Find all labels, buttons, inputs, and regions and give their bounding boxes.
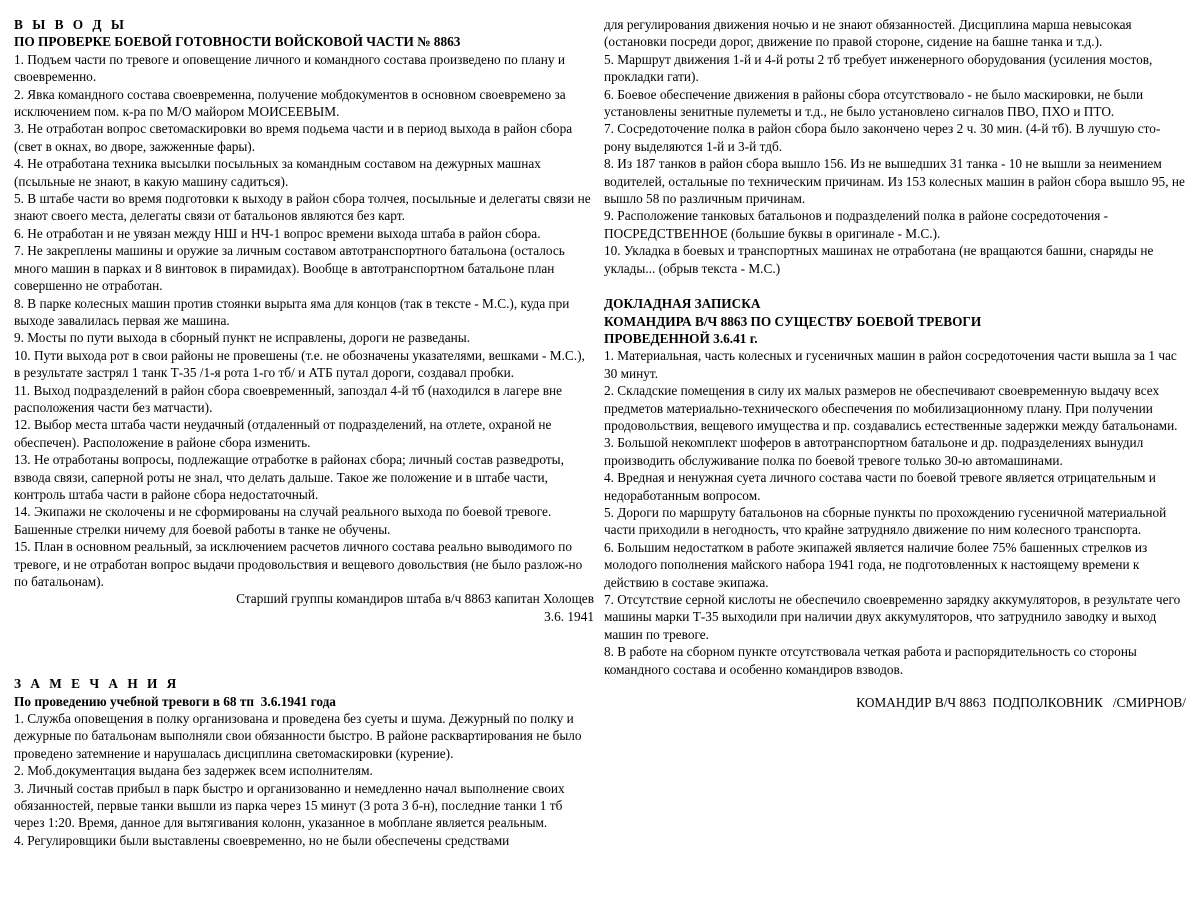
list-item: 5. Дороги по маршруту батальонов на сборные пункты по прохождению гусеничной материальной части приходили в негодность, что крайне затрудняло движение по ним колесного транспорта. [604, 504, 1167, 538]
list-item: 14. Экипажи не сколочены и не сформированы на случай реального выхода по боевой тревоге. Башенные стрелки ничему для боевой работы в танке не обучены. [14, 504, 552, 537]
vyvody-list [14, 51, 594, 591]
right-column [604, 16, 1186, 711]
list-item: 1. Подъем части по тревоге и оповещение личного и командного состава произведено по плану и своевременно. [14, 51, 565, 85]
list-item: 2. Складские помещения в силу их малых размеров не обеспечивают своевременную выдачу всех предметов материально-технического обеспечения по мобилизационному плану. При получении продовольствия, вещевого имущества и пр. создавались естественные задержки между батальонами. [604, 383, 1178, 433]
commander-signature: КОМАНДИР В/Ч 8863 ПОДПОЛКОВНИК /СМИРНОВ/ [856, 695, 1186, 711]
list-item: 11. Выход подразделений в район сбора своевременный, запоздал 4-й тб (находился в лагере вне расположения части без матчасти). [14, 382, 563, 415]
list-item: 9. Мосты по пути выхода в сборный пункт не исправлены, дороги не разведаны. [14, 330, 471, 346]
list-item: для регулирования движения ночью и не знают обязанностей. Дисциплина марша невысокая (остановки посреди дорог, движение по правой стороне, сидение на башне танка и т.д.). [604, 17, 1132, 50]
list-item: 7. Не закреплены машины и оружие за личным составом автотранспортного батальона (осталось много машин в парках и 8 винтовок в пирамидах). Вообще в автотранспортном батальоне план совершенно не отработан. [14, 243, 565, 294]
list-item: 2. Явка командного состава своевременна, получение мобдокументов в основном своевремено за исключением пом. к-ра по М/О майором МОИСЕЕВЫМ. [14, 86, 566, 120]
list-item: 5. В штабе части во время подготовки к выходу в район сбора толчея, посыльные и делегаты связи не знают своего места, делегаты связи от батальонов являются без карт. [14, 191, 591, 224]
list-item: 13. Не отработаны вопросы, подлежащие отработке в районах сбора; личный состав разведроты, взвода связи, саперной роты не знал, что делать дальше. Такое же положение и в штабе части, контроль штаба части в районе сбора недостаточный. [14, 452, 564, 502]
list-item: 12. Выбор места штаба части неудачный (отдаленный от подразделений, на отлете, охраной не обеспечен). Расположение в районе сбора изменить. [14, 417, 552, 450]
list-item: 2. Моб.документация выдана без задержек всем исполнителям. [14, 763, 373, 779]
list-item: 6. Не отработан и не увязан между НШ и НЧ-1 вопрос времени выхода штаба в район сбора. [14, 225, 541, 241]
zapiska-title-2: КОМАНДИРА В/Ч 8863 ПО СУЩЕСТВУ БОЕВОЙ ТРЕВОГИ [604, 313, 982, 329]
vyvody-signature: Старший группы командиров штаба в/ч 8863 капитан Холощев [236, 591, 594, 607]
zapiska-title-3: ПРОВЕДЕННОЙ 3.6.41 г. [604, 330, 758, 346]
list-item: 15. План в основном реальный, за исключением расчетов личного состава реально выводимого по тревоге, и не отработан вопрос выдачи продовольствия и вещевого довольствия (не было разлож-но по батальонам). [14, 539, 583, 589]
list-item: 3. Большой некомплект шоферов в автотранспортном батальоне и др. подразделениях вынудил производить обслуживание полка по боевой тревоге только 30-ю автомашинами. [604, 435, 1144, 468]
vyvody-subtitle: ПО ПРОВЕРКЕ БОЕВОЙ ГОТОВНОСТИ ВОЙСКОВОЙ ЧАСТИ № 8863 [14, 34, 461, 50]
list-item: 3. Личный состав прибыл в парк быстро и организованно и немедленно начал выполнение своих обязанностей, первые танки вышли из парка через 15 минут (3 рота 3 б-н), последние танки 1 тб через 1:20. Время, данное для вытягивания колонн, указанное в мобплане является реальным. [14, 780, 565, 831]
list-item: 1. Материальная, часть колесных и гусеничных машин в район сосредоточения части вышла за 1 час 30 минут. [604, 348, 1177, 381]
zapiska-list [604, 347, 1186, 678]
list-item: 3. Не отработан вопрос светомаскировки во время подьема части и в период выхода в район сбора (свет в окнах, во дворе, зажженные фары). [14, 121, 573, 154]
vyvody-title: В Ы В О Д Ы [14, 17, 127, 32]
list-item: 5. Маршрут движения 1-й и 4-й роты 2 тб требует инженерного оборудования (усиления мостов, прокладки гати). [604, 51, 1153, 85]
continuation-list [604, 16, 1186, 277]
list-item: 7. Сосредоточение полка в район сбора было закончено через 2 ч. 30 мин. (4-й тб). В лучшую сто-рону выделяются 1-й и 3-й тдб. [604, 121, 1161, 154]
list-item: 4. Вредная и ненужная суета личного состава части по боевой тревоге является отрицательным и недоработанным вопросом. [604, 470, 1156, 503]
list-item: 4. Не отработана техника высылки посыльных за командным составом на дежурных машнах (псыльные не знают, в какую машину садиться). [14, 156, 541, 189]
zapiska-title-1: ДОКЛАДНАЯ ЗАПИСКА [604, 296, 761, 312]
list-item: 10. Укладка в боевых и транспортных машинах не отработана (не вращаются башни, снаряды не уклады... (обрыв текста - М.С.) [604, 243, 1154, 276]
vyvody-date: 3.6. 1941 [544, 608, 594, 624]
list-item: 8. В парке колесных машин против стоянки вырыта яма для концов (так в тексте - М.С.), куда при выходе завалилась первая же машина. [14, 295, 570, 328]
list-item: 1. Служба оповещения в полку организована и проведена без суеты и шума. Дежурный по полку и дежурные по батальонам выполняли свои обязанности быстро. В районе расквартирования не было проведено затемнение и нарушалась дисциплина светомаскировки (курение). [14, 711, 582, 761]
left-column [14, 16, 594, 849]
zamechaniya-list [14, 710, 594, 849]
list-item: 8. В работе на сборном пункте отсутствовала четкая работа и распорядительность со стороны командного состава и особенно командиров взводов. [604, 644, 1137, 677]
list-item: 10. Пути выхода рот в свои районы не провешены (т.е. не обозначены указателями, вешками - М.С.), в результате застрял 1 танк Т-35 /1-я рота 1-го тб/ и АТБ путал дороги, создавал пробки. [14, 347, 585, 381]
zamechaniya-title: З А М Е Ч А Н И Я [14, 676, 180, 692]
list-item: 4. Регулировщики были выставлены своевременно, но не были обеспечены средствами [14, 832, 510, 848]
list-item: 7. Отсутствие серной кислоты не обеспечило своевременно зарядку аккумуляторов, в результате чего машины марки Т-35 выходили при наличии двух аккумуляторов, что затруднило заводку и выход машин по тревоге. [604, 592, 1181, 642]
zamechaniya-subtitle: По проведению учебной тревоги в 68 тп 3.6.1941 года [14, 693, 336, 709]
list-item: 9. Расположение танковых батальонов и подразделений полка в районе сосредоточения - ПОСРЕДСТВЕННОЕ (большие буквы в оригинале - М.С.). [604, 208, 1109, 241]
list-item: 6. Боевое обеспечение движения в районы сбора отсутствовало - не было маскировки, не были установлены зенитные пулеметы и т.д., не было установлено сигналов ПВО, ПХО и ПТО. [604, 86, 1144, 120]
list-item: 8. Из 187 танков в район сбора вышло 156. Из не вышедших 31 танка - 10 не вышли за неимением водителей, остальные по техническим причинам. Из 153 колесных машин в район сбора вышло 95, не вышло 58 по различным причинам. [604, 156, 1185, 207]
list-item: 6. Большим недостатком в работе экипажей является наличие более 75% башенных стрелков из молодого пополнения майского набора 1941 года, не подготовленных к настоящему времени к действию в составе экипажа. [604, 539, 1148, 590]
